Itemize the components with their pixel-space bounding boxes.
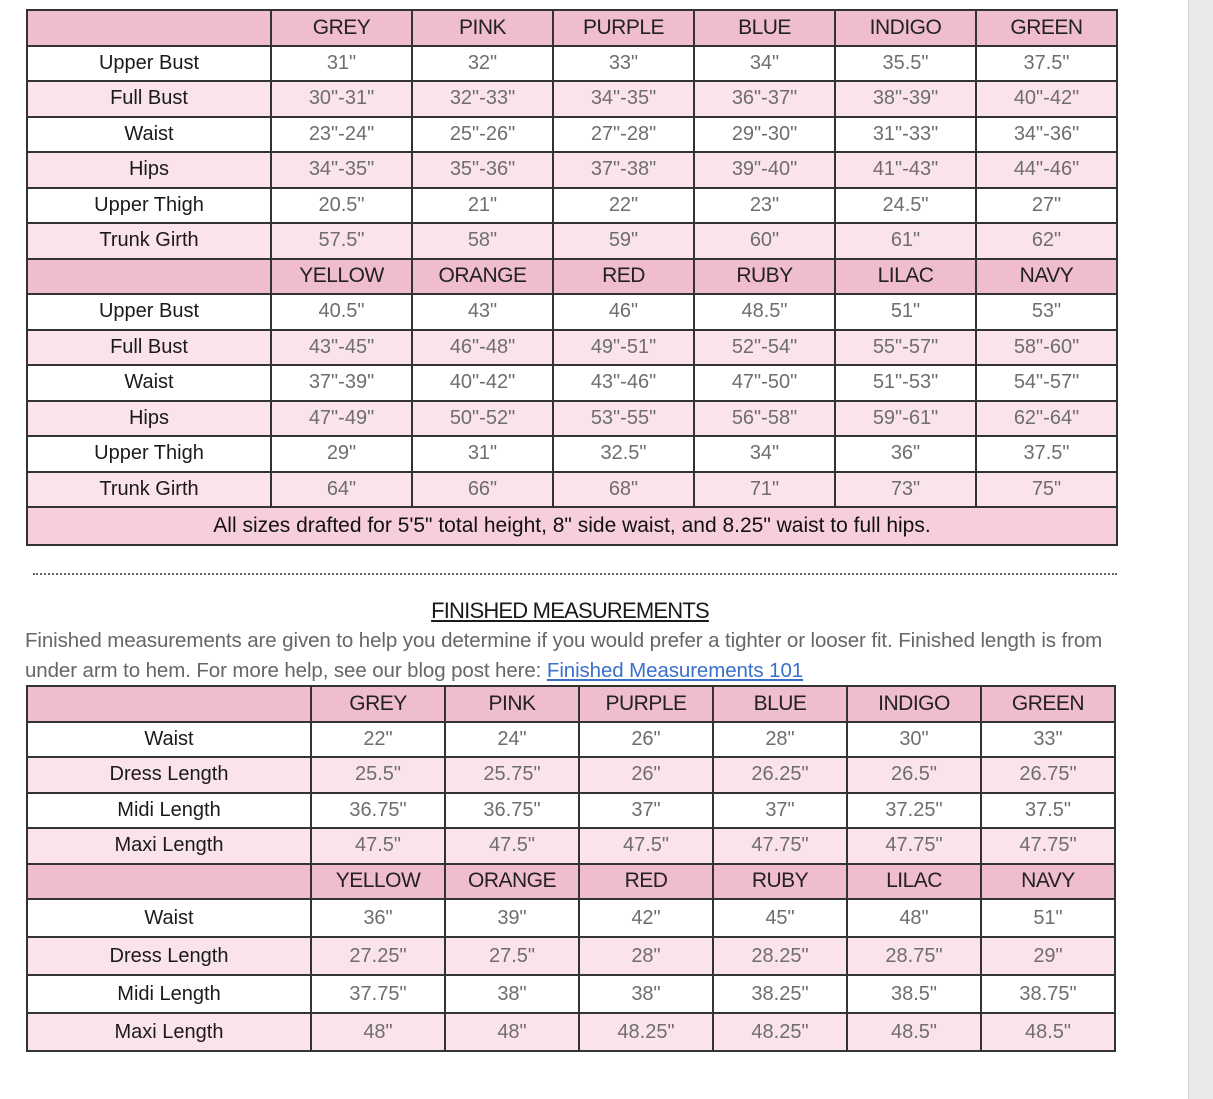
measurement-row [27, 937, 1115, 975]
measurement-value: 62"-64" [976, 401, 1117, 437]
measurement-value: 60" [694, 223, 835, 259]
measurement-value: 22" [553, 188, 694, 224]
measurement-value: 48" [311, 1013, 445, 1051]
size-header-cell: LILAC [835, 259, 976, 295]
measurement-row [27, 1013, 1115, 1051]
size-header-cell: GREY [311, 686, 445, 722]
measurement-value: 37"-38" [553, 152, 694, 188]
measurement-value: 56"-58" [694, 401, 835, 437]
size-header-cell: YELLOW [271, 259, 412, 295]
measurement-value: 24.5" [835, 188, 976, 224]
measurement-value: 34" [694, 436, 835, 472]
measurement-value: 23" [694, 188, 835, 224]
measurement-label: Waist [27, 899, 311, 937]
measurement-value: 36" [311, 899, 445, 937]
measurement-value: 38"-39" [835, 81, 976, 117]
measurement-label: Upper Thigh [27, 188, 271, 224]
measurement-value: 47"-50" [694, 365, 835, 401]
measurement-label: Trunk Girth [27, 223, 271, 259]
measurement-value: 34"-35" [553, 81, 694, 117]
measurement-value: 38" [445, 975, 579, 1013]
measurement-value: 47.75" [981, 828, 1115, 864]
header-corner-cell [27, 686, 311, 722]
measurement-value: 28" [579, 937, 713, 975]
measurement-row [27, 117, 1117, 153]
measurement-value: 40"-42" [412, 365, 553, 401]
size-header-cell: RUBY [694, 259, 835, 295]
measurement-label: Maxi Length [27, 1013, 311, 1051]
measurement-value: 36"-37" [694, 81, 835, 117]
section-divider [33, 573, 1117, 575]
measurement-label: Upper Bust [27, 294, 271, 330]
size-header-cell: PINK [445, 686, 579, 722]
size-header-cell: PINK [412, 10, 553, 46]
measurement-value: 26" [579, 722, 713, 758]
measurement-value: 59" [553, 223, 694, 259]
measurement-label: Midi Length [27, 975, 311, 1013]
size-header-cell: YELLOW [311, 864, 445, 900]
measurement-value: 55"-57" [835, 330, 976, 366]
measurement-row [27, 81, 1117, 117]
measurement-value: 34"-36" [976, 117, 1117, 153]
measurement-value: 48" [445, 1013, 579, 1051]
measurement-label: Dress Length [27, 937, 311, 975]
measurement-value: 35"-36" [412, 152, 553, 188]
measurement-value: 37.5" [976, 436, 1117, 472]
measurement-label: Midi Length [27, 793, 311, 829]
measurement-label: Trunk Girth [27, 472, 271, 508]
measurement-value: 32" [412, 46, 553, 82]
measurement-value: 71" [694, 472, 835, 508]
measurement-value: 30" [847, 722, 981, 758]
header-corner-cell [27, 10, 271, 46]
measurement-value: 36.75" [311, 793, 445, 829]
measurement-row [27, 152, 1117, 188]
measurement-value: 22" [311, 722, 445, 758]
intro-text: Finished measurements are given to help you determine if you would prefer a tighter or looser fit. Finished length is from under arm to hem. For more help, see our blog post here: [25, 629, 1103, 682]
measurement-value: 48.5" [847, 1013, 981, 1051]
size-header-row [27, 10, 1117, 46]
sizing-note: All sizes drafted for 5'5" total height, 8" side waist, and 8.25" waist to full hips. [27, 507, 1117, 545]
measurement-value: 45" [713, 899, 847, 937]
measurement-value: 26" [579, 757, 713, 793]
measurement-value: 68" [553, 472, 694, 508]
blog-post-link[interactable]: Finished Measurements 101 [546, 659, 804, 682]
measurement-value: 26.75" [981, 757, 1115, 793]
measurement-value: 32.5" [553, 436, 694, 472]
finished-measurements-title: FINISHED MEASUREMENTS [431, 598, 709, 623]
measurement-value: 58"-60" [976, 330, 1117, 366]
size-header-cell: RED [553, 259, 694, 295]
measurement-value: 57.5" [271, 223, 412, 259]
measurement-value: 43" [412, 294, 553, 330]
measurement-value: 62" [976, 223, 1117, 259]
measurement-value: 64" [271, 472, 412, 508]
measurement-row [27, 472, 1117, 508]
measurement-value: 26.5" [847, 757, 981, 793]
size-header-cell: BLUE [694, 10, 835, 46]
measurement-value: 39" [445, 899, 579, 937]
measurement-row [27, 188, 1117, 224]
measurement-value: 51"-53" [835, 365, 976, 401]
size-header-cell: NAVY [976, 259, 1117, 295]
size-header-cell: GREY [271, 10, 412, 46]
measurement-value: 73" [835, 472, 976, 508]
measurement-value: 25"-26" [412, 117, 553, 153]
measurement-value: 37.5" [976, 46, 1117, 82]
measurement-value: 48.25" [579, 1013, 713, 1051]
measurement-value: 34"-35" [271, 152, 412, 188]
measurement-value: 21" [412, 188, 553, 224]
measurement-value: 47.5" [579, 828, 713, 864]
measurement-value: 20.5" [271, 188, 412, 224]
measurement-value: 46" [553, 294, 694, 330]
measurement-label: Dress Length [27, 757, 311, 793]
measurement-label: Waist [27, 722, 311, 758]
measurement-label: Hips [27, 401, 271, 437]
measurement-value: 37"-39" [271, 365, 412, 401]
measurement-label: Hips [27, 152, 271, 188]
measurement-value: 23"-24" [271, 117, 412, 153]
measurement-row [27, 899, 1115, 937]
measurement-value: 27.25" [311, 937, 445, 975]
measurement-value: 30"-31" [271, 81, 412, 117]
measurement-value: 36" [835, 436, 976, 472]
measurement-value: 48.25" [713, 1013, 847, 1051]
measurement-value: 37.25" [847, 793, 981, 829]
body-measurements-table [26, 9, 1118, 546]
size-header-cell: PURPLE [553, 10, 694, 46]
measurement-row [27, 46, 1117, 82]
measurement-value: 75" [976, 472, 1117, 508]
measurement-value: 43"-45" [271, 330, 412, 366]
measurement-value: 61" [835, 223, 976, 259]
size-header-row [27, 686, 1115, 722]
measurement-row [27, 757, 1115, 793]
page-scroll-gutter[interactable] [1188, 0, 1213, 1099]
measurement-value: 37.5" [981, 793, 1115, 829]
measurement-value: 36.75" [445, 793, 579, 829]
measurement-label: Upper Thigh [27, 436, 271, 472]
measurement-value: 38.5" [847, 975, 981, 1013]
measurement-value: 54"-57" [976, 365, 1117, 401]
measurement-value: 48" [847, 899, 981, 937]
measurement-row [27, 401, 1117, 437]
measurement-value: 52"-54" [694, 330, 835, 366]
measurement-value: 24" [445, 722, 579, 758]
measurement-value: 37.75" [311, 975, 445, 1013]
size-header-cell: GREEN [981, 686, 1115, 722]
finished-measurements-intro [25, 626, 1125, 686]
measurement-value: 43"-46" [553, 365, 694, 401]
measurement-value: 44"-46" [976, 152, 1117, 188]
measurement-row [27, 330, 1117, 366]
size-header-cell: PURPLE [579, 686, 713, 722]
size-header-cell: ORANGE [412, 259, 553, 295]
measurement-value: 33" [553, 46, 694, 82]
size-header-cell: RUBY [713, 864, 847, 900]
measurement-value: 58" [412, 223, 553, 259]
header-corner-cell [27, 864, 311, 900]
measurement-value: 47"-49" [271, 401, 412, 437]
size-header-cell: NAVY [981, 864, 1115, 900]
measurement-label: Upper Bust [27, 46, 271, 82]
measurement-value: 27.5" [445, 937, 579, 975]
measurement-value: 33" [981, 722, 1115, 758]
size-header-row [27, 259, 1117, 295]
measurement-value: 66" [412, 472, 553, 508]
measurement-value: 27"-28" [553, 117, 694, 153]
measurement-value: 29" [271, 436, 412, 472]
size-header-cell: LILAC [847, 864, 981, 900]
measurement-value: 37" [579, 793, 713, 829]
measurement-value: 32"-33" [412, 81, 553, 117]
measurement-value: 47.5" [445, 828, 579, 864]
measurement-value: 28.25" [713, 937, 847, 975]
size-header-cell: GREEN [976, 10, 1117, 46]
measurement-value: 40.5" [271, 294, 412, 330]
measurement-value: 37" [713, 793, 847, 829]
measurement-value: 47.5" [311, 828, 445, 864]
size-header-cell: BLUE [713, 686, 847, 722]
sizing-note-row [27, 507, 1117, 545]
measurement-row [27, 722, 1115, 758]
measurement-row [27, 793, 1115, 829]
measurement-value: 29" [981, 937, 1115, 975]
measurement-value: 31"-33" [835, 117, 976, 153]
header-corner-cell [27, 259, 271, 295]
measurement-label: Waist [27, 117, 271, 153]
measurement-value: 48.5" [694, 294, 835, 330]
measurement-value: 29"-30" [694, 117, 835, 153]
measurement-row [27, 365, 1117, 401]
measurement-value: 38" [579, 975, 713, 1013]
measurement-value: 31" [412, 436, 553, 472]
measurement-row [27, 828, 1115, 864]
finished-measurements-table [26, 685, 1116, 1052]
size-header-cell: INDIGO [835, 10, 976, 46]
measurement-label: Full Bust [27, 330, 271, 366]
size-header-cell: INDIGO [847, 686, 981, 722]
measurement-value: 47.75" [713, 828, 847, 864]
measurement-label: Waist [27, 365, 271, 401]
measurement-value: 34" [694, 46, 835, 82]
measurement-value: 51" [835, 294, 976, 330]
measurement-value: 40"-42" [976, 81, 1117, 117]
measurement-value: 46"-48" [412, 330, 553, 366]
measurement-value: 47.75" [847, 828, 981, 864]
measurement-label: Maxi Length [27, 828, 311, 864]
measurement-value: 53" [976, 294, 1117, 330]
measurement-value: 53"-55" [553, 401, 694, 437]
measurement-value: 42" [579, 899, 713, 937]
measurement-row [27, 436, 1117, 472]
measurement-value: 27" [976, 188, 1117, 224]
measurement-value: 26.25" [713, 757, 847, 793]
measurement-value: 51" [981, 899, 1115, 937]
measurement-value: 25.5" [311, 757, 445, 793]
measurement-value: 49"-51" [553, 330, 694, 366]
measurement-value: 38.75" [981, 975, 1115, 1013]
measurement-label: Full Bust [27, 81, 271, 117]
measurement-value: 59"-61" [835, 401, 976, 437]
measurement-value: 50"-52" [412, 401, 553, 437]
measurement-value: 48.5" [981, 1013, 1115, 1051]
measurement-row [27, 975, 1115, 1013]
measurement-value: 31" [271, 46, 412, 82]
measurement-value: 25.75" [445, 757, 579, 793]
measurement-value: 35.5" [835, 46, 976, 82]
measurement-value: 28.75" [847, 937, 981, 975]
measurement-value: 38.25" [713, 975, 847, 1013]
measurement-row [27, 223, 1117, 259]
measurement-value: 41"-43" [835, 152, 976, 188]
size-header-row [27, 864, 1115, 900]
size-header-cell: ORANGE [445, 864, 579, 900]
measurement-value: 28" [713, 722, 847, 758]
measurement-row [27, 294, 1117, 330]
measurement-value: 39"-40" [694, 152, 835, 188]
size-header-cell: RED [579, 864, 713, 900]
